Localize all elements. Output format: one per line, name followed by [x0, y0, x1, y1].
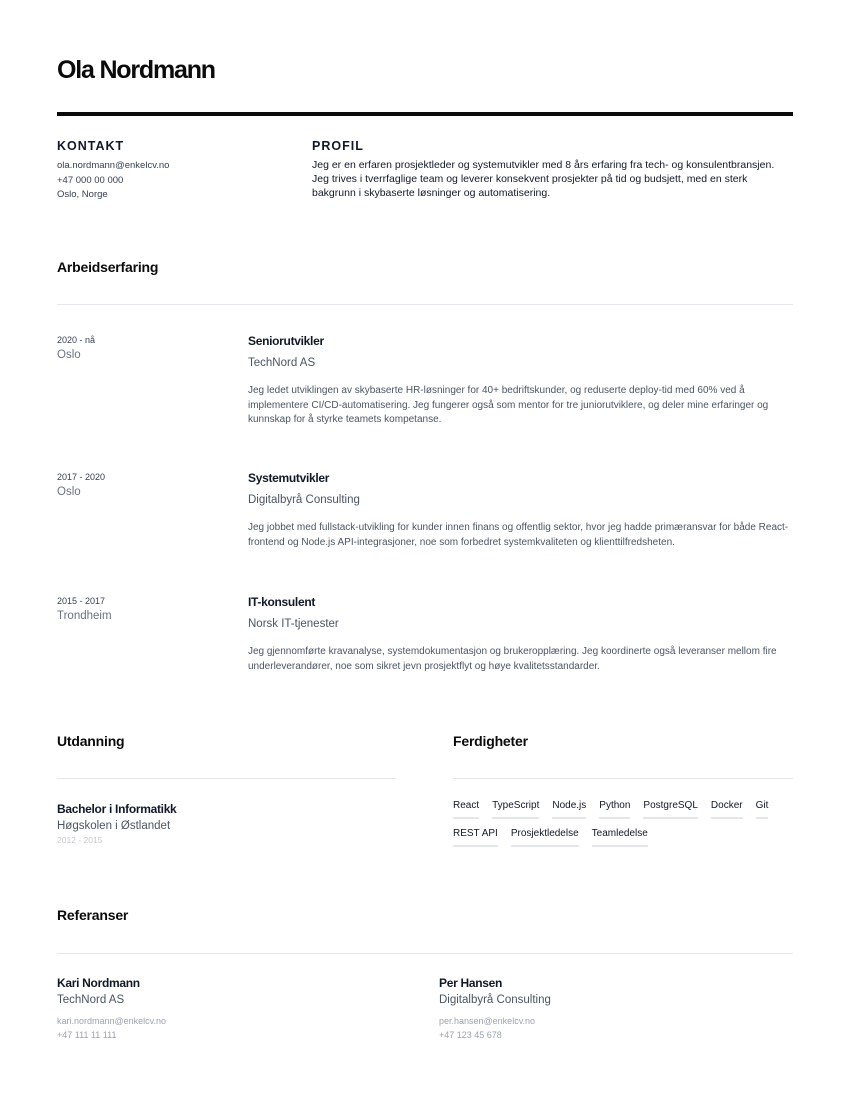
reference-name: Kari Nordmann: [57, 976, 140, 990]
experience-divider: [57, 304, 793, 305]
reference-phone: +47 123 45 678: [439, 1030, 502, 1040]
reference-name: Per Hansen: [439, 976, 503, 990]
contact-heading: KONTAKT: [57, 139, 125, 153]
contact-section: [57, 139, 287, 203]
education-entry: [57, 802, 387, 845]
job-meta: [57, 334, 237, 361]
job-location: Oslo: [57, 349, 81, 361]
skill-tag: Prosjektledelse: [511, 828, 579, 847]
skill-tag: Node.js: [552, 800, 586, 819]
reference-email: kari.nordmann@enkelcv.no: [57, 1016, 167, 1026]
profile-text: Jeg er en erfaren prosjektleder og systemutvikler med 8 års erfaring fra tech- og konsulentbransjen. Jeg trives i tverrfaglige team og leverer konsekvent prosjekter på tid og budsjett, med en sterk bakgrunn i skybaserte løsninger og automatisering.: [312, 159, 775, 199]
job-company: TechNord AS: [248, 357, 316, 369]
education-school: Høgskolen i Østlandet: [57, 820, 171, 832]
reference-email: per.hansen@enkelcv.no: [439, 1016, 536, 1026]
education-degree: Bachelor i Informatikk: [57, 802, 177, 816]
candidate-name: Ola Nordmann: [57, 56, 215, 84]
job-title: Seniorutvikler: [248, 334, 324, 348]
education-heading: Utdanning: [57, 733, 125, 749]
job-description: Jeg jobbet med fullstack-utvikling for kunder innen finans og offentlig sektor, hvor jeg hadde primæransvar for både React-frontend og Node.js API-integrasjoner, noe som forbedret systemkvaliteten og klienttilfredsheten.: [248, 522, 789, 548]
reference-company: TechNord AS: [57, 994, 125, 1006]
job-location: Trondheim: [57, 610, 112, 622]
job-title: Systemutvikler: [248, 471, 330, 485]
skill-tag: Teamledelse: [592, 828, 648, 847]
skills-heading: Ferdigheter: [453, 733, 528, 749]
skills-divider: [453, 778, 793, 779]
job-location: Oslo: [57, 486, 81, 498]
reference-phone: +47 111 11 111: [57, 1030, 117, 1040]
job-body: [248, 471, 793, 550]
skill-tag: React: [453, 800, 479, 819]
skill-tag: TypeScript: [492, 800, 539, 819]
education-divider: [57, 778, 396, 779]
job-description: Jeg ledet utviklingen av skybaserte HR-løsninger for 40+ bedriftskunder, og reduserte deploy-tid med 60% ved å implementere CI/CD-automatisering. Jeg fungerer også som mentor for tre juniorutviklere, og deler mine erfaringer og kunnskap for å styrke teamets kompetanse.: [248, 385, 769, 425]
skills-list: [453, 800, 798, 847]
contact-location: Oslo, Norge: [57, 189, 108, 200]
reference-entry: [57, 976, 357, 1042]
skill-tag: REST API: [453, 828, 498, 847]
experience-heading: Arbeidserfaring: [57, 259, 159, 275]
skill-tag: Git: [756, 800, 769, 819]
job-description: Jeg gjennomførte kravanalyse, systemdokumentasjon og brukeropplæring. Jeg koordinerte også leveranser mellom fire underleverandører, noe som sikret jevn prosjektflyt og høye kvalitetsstandarder.: [248, 646, 777, 672]
contact-email: ola.nordmann@enkelcv.no: [57, 160, 170, 171]
education-years: 2012 - 2015: [57, 835, 103, 845]
job-company: Norsk IT-tjenester: [248, 618, 339, 630]
skill-tag: PostgreSQL: [643, 800, 697, 819]
job-company: Digitalbyrå Consulting: [248, 494, 360, 506]
job-dates: 2017 - 2020: [57, 472, 106, 482]
job-title: IT-konsulent: [248, 595, 316, 609]
contact-phone: +47 000 00 000: [57, 174, 124, 186]
job-body: [248, 334, 793, 428]
job-dates: 2015 - 2017: [57, 596, 106, 606]
skill-tag: Docker: [711, 800, 743, 819]
job-body: [248, 595, 793, 674]
profile-heading: PROFIL: [312, 139, 364, 153]
header-divider: [57, 112, 793, 116]
references-heading: Referanser: [57, 907, 129, 923]
references-divider: [57, 953, 793, 954]
profile-section: [312, 139, 792, 200]
skill-tag: Python: [599, 800, 630, 819]
job-dates: 2020 - nå: [57, 335, 96, 345]
job-meta: [57, 471, 237, 498]
reference-company: Digitalbyrå Consulting: [439, 994, 551, 1006]
reference-entry: [439, 976, 739, 1042]
job-meta: [57, 595, 237, 622]
